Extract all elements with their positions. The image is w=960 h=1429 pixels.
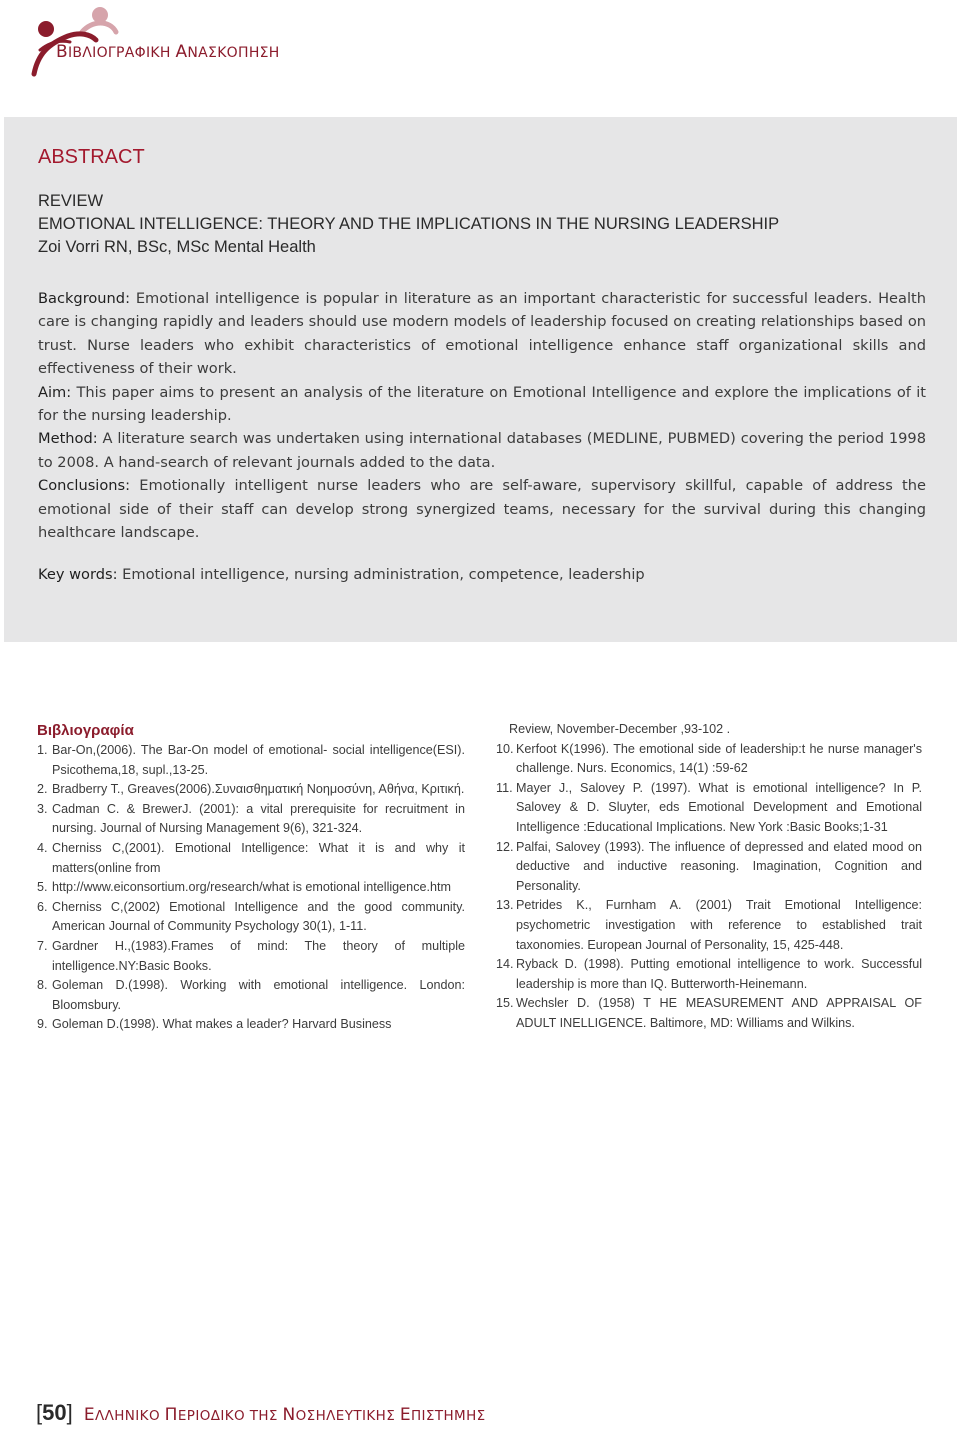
method-label: Method: (38, 430, 98, 448)
reference-item: 10. Kerfoot K(1996). The emotional side of leadership:t he nurse manager's challenge. Nurs. Economics, 14(1) :59-62 (496, 741, 922, 776)
method-text: A literature search was undertaken using international databases (MEDLINE, PUBMED) covering the period 1998 to 2008. A hand-search of relevant journals added to the data. (38, 430, 926, 471)
background-paragraph (38, 287, 926, 381)
aim-text: This paper aims to present an analysis of the literature on Emotional Intelligence and explore the implications of it for the nursing leadership. (38, 383, 926, 425)
journal-logo-icon (30, 2, 120, 78)
conclusions-paragraph (38, 474, 926, 544)
background-text: Emotional intelligence is popular in literature as an important characteristic for successful leaders. Health care is changing rapidly and leaders should use modern models of leadership focused on creating relationships based on trust. Nurse leaders who exhibit characteristics of emotional intelligence enhance staff organizational skills and effectiveness of their work. (38, 290, 926, 378)
conclusions-label: Conclusions: (38, 477, 131, 495)
page-footer (36, 1400, 486, 1426)
reference-item: 5. http://www.eiconsortium.org/research/what is emotional intelligence.htm (37, 880, 451, 895)
references-right-column (496, 720, 922, 1034)
paper-title: EMOTIONAL INTELLIGENCE: THEORY AND THE IMPLICATIONS IN THE NURSING LEADERSHIP (38, 215, 780, 233)
abstract-body (38, 287, 926, 544)
reference-item: 9. Goleman D.(1998). What makes a leader? Harvard Business (37, 1017, 392, 1032)
reference-item: 2. Bradberry T., Greaves(2006).Συναισθηματική Νοημοσύνη, Αθήνα, Κριτική. (37, 782, 465, 797)
reference-item: 14. Ryback D. (1998). Putting emotional intelligence to work. Successful leadership is more than IQ. Butterworth-Heinemann. (496, 957, 922, 991)
abstract-heading: ABSTRACT (38, 146, 145, 168)
keywords-text: Emotional intelligence, nursing administration, competence, leadership (117, 566, 645, 583)
reference-item: 11. Mayer J., Salovey P. (1997). What is emotional intelligence? In P. Salovey & D. Sluyter, eds Emotional Development and Emotional Intelligence :Educational Implications. New York :Basic Books;1-31 (496, 780, 922, 834)
reference-item: 13. Petrides K., Furnham A. (2001) Trait Emotional Intelligence: psychometric investigation with reference to established trait taxonomies. European Journal of Personality, 15, 425-448. (496, 898, 922, 952)
references-title: Βιβλιογραφία (37, 722, 134, 739)
reference-item: 12. Palfai, Salovey (1993). The influence of depressed and elated mood on deductive and inductive reasoning. Imagination, Cognition and Personality. (496, 839, 922, 893)
reference-item: 6. Cherniss C,(2002) Emotional Intelligence and the good community. American Journal of Community Psychology 30(1), 1-11. (37, 899, 465, 934)
reference-item: 15. Wechsler D. (1958) T HE MEASUREMENT AND APPRAISAL OF ADULT INELLIGENCE. Baltimore, MD: Williams and Wilkins. (496, 996, 922, 1030)
abstract-box (4, 117, 957, 642)
article-type: REVIEW (38, 192, 104, 210)
reference-item: 1. Bar-On,(2006). The Bar-On model of emotional- social intelligence(ESI). Psicothema,18, supl.,13-25. (37, 743, 465, 777)
aim-label: Aim: (38, 383, 72, 401)
reference-item: 8. Goleman D.(1998). Working with emotional intelligence. London: Bloomsbury. (37, 978, 465, 1012)
section-title: ΒΙΒΛΙΟΓΡΑΦΙΚΗ ΑΝΑΣΚΟΠΗΣΗ (56, 42, 280, 62)
method-paragraph (38, 427, 926, 474)
author-line: Zoi Vorri RN, BSc, MSc Mental Health (38, 238, 316, 256)
journal-name: ΕΛΛΗΝΙΚΟ ΠΕΡΙΟΔΙΚΟ ΤΗΣ ΝΟΣΗΛΕΥΤΙΚΗΣ ΕΠΙΣΤΗΜΗΣ (83, 1405, 486, 1425)
references-left-column (37, 741, 465, 1035)
reference-item: 3. Cadman C. & BrewerJ. (2001): a vital prerequisite for recruitment in nursing. Journal of Nursing Management 9(6), 321-324. (37, 801, 465, 836)
reference-item: 7. Gardner H.,(1983).Frames of mind: The theory of multiple intelligence.NY:Basic Books. (37, 938, 465, 973)
page-number: [50] (36, 1400, 73, 1425)
aim-paragraph (38, 381, 926, 428)
keywords-label: Key words: (38, 566, 118, 583)
reference-item: 4. Cherniss C,(2001). Emotional Intelligence: What it is and why it matters(online from (37, 840, 465, 875)
background-label: Background: (38, 290, 130, 307)
conclusions-text: Emotionally intelligent nurse leaders who are self-aware, supervisory skillful, capable of address the emotional side of their staff can develop strong synergized teams, necessary for the survival during this changing healthcare landscape. (38, 477, 926, 542)
reference-continuation: Review, November-December ,93-102 . (509, 722, 731, 736)
page-header (30, 2, 430, 82)
keywords-line (38, 566, 645, 583)
